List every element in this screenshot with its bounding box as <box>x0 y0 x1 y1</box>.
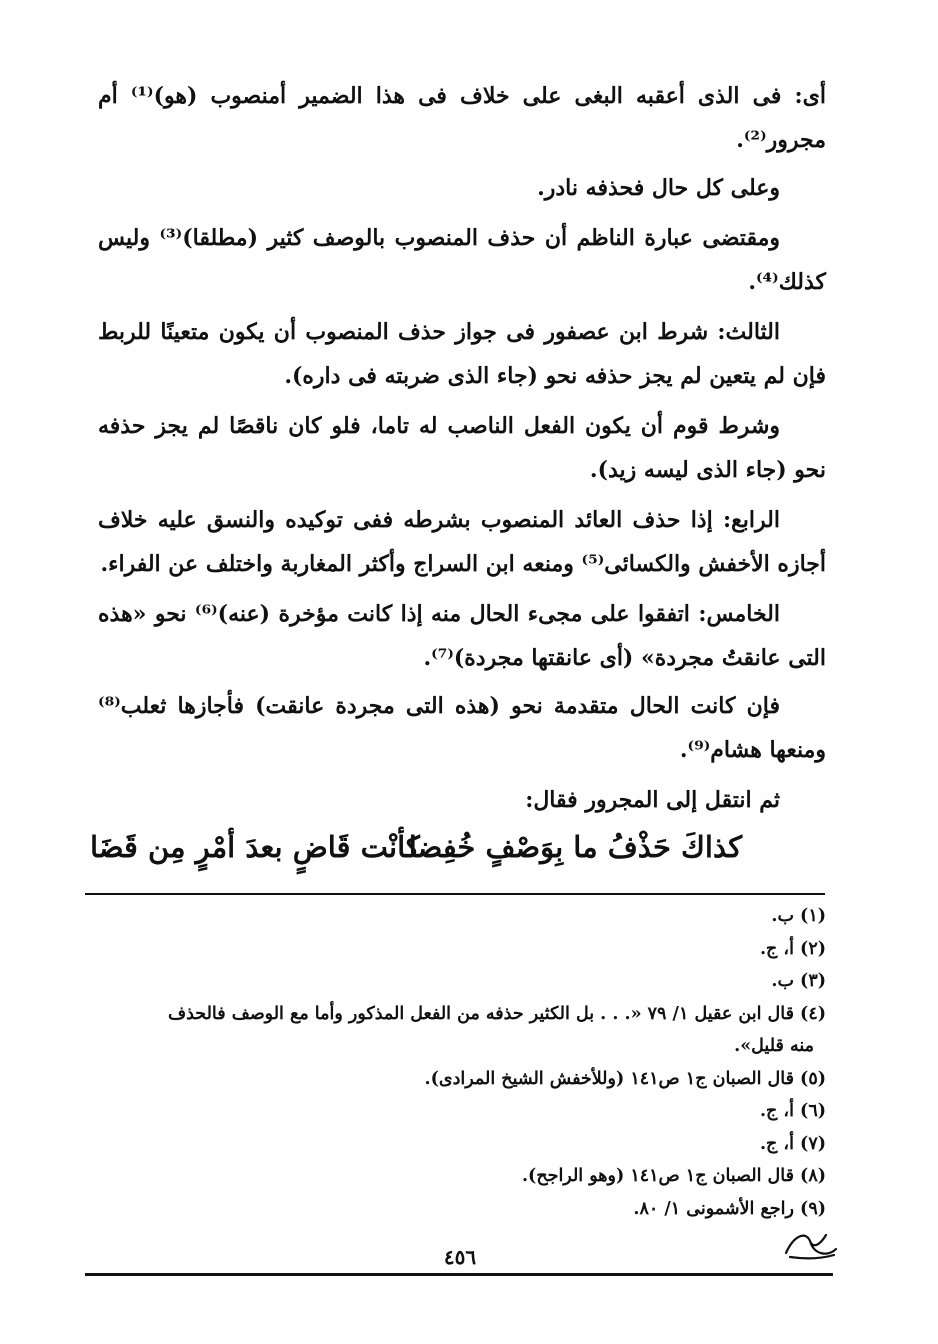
footnote-5: (٥) قال الصبان ج١ ص١٤١ (وللأخفش الشيخ المرادى). <box>424 1068 826 1089</box>
footnote-4-continuation-text: منه قليل». <box>734 1036 814 1056</box>
footnote-4-continuation <box>88 1030 826 1063</box>
footnote-7: (٧) أ، ج. <box>759 1133 826 1154</box>
paragraph-9: ثم انتقل إلى المجرور فقال: <box>525 787 780 813</box>
verse-first-hemistich: كذاكَ حَذْفُ ما بِوَصْفٍ خُفِضا <box>408 830 742 864</box>
paragraph-3: ومقتضى عبارة الناظم أن حذف المنصوب بالوصف كثير (مطلقا)⁽³⁾ وليس كذلك⁽⁴⁾. <box>98 225 826 295</box>
paragraph-5: وشرط قوم أن يكون الفعل الناصب له تاما، فلو كان ناقصًا لم يجز حذفه نحو (جاء الذى ليسه زيد). <box>98 413 826 483</box>
paragraph-7: الخامس: اتفقوا على مجىء الحال منه إذا كانت مؤخرة (عنه)⁽⁶⁾ نحو «هذه التى عانقتُ مجردة» (أى عانقتها مجردة)⁽⁷⁾. <box>98 601 826 671</box>
footnote-separator <box>85 893 825 895</box>
footnote-8: (٨) قال الصبان ج١ ص١٤١ (وهو الراجح). <box>521 1166 826 1186</box>
paragraph-4: الثالث: شرط ابن عصفور فى جواز حذف المنصوب أن يكون متعينًا للربط فإن لم يتعين لم يجز حذفه نحو (جاء الذى ضربته فى داره). <box>98 319 826 389</box>
paragraph-8: فإن كانت الحال متقدمة نحو (هذه التى مجردة عانقت) فأجازها ثعلب⁽⁸⁾ ومنعها هشام⁽⁹⁾. <box>98 693 826 763</box>
footnote-6: (٦) أ، ج. <box>759 1101 826 1121</box>
paragraph-2: وعلى كل حال فحذفه نادر. <box>537 175 780 201</box>
footnotes <box>88 900 826 1225</box>
verse-second-hemistich: كأنْت قَاضٍ بعدَ أمْرٍ مِن قَضَا <box>90 830 420 864</box>
handwritten-signature <box>780 1205 840 1265</box>
footnote-2: (٢) أ، ج. <box>759 938 826 959</box>
paragraph-6: الرابع: إذا حذف العائد المنصوب بشرطه ففى توكيده والنسق عليه خلاف أجازه الأخفش والكسائى⁽⁵⁾ ومنعه ابن السراج وأكثر المغاربة واختلف عن الفراء. <box>98 507 826 577</box>
page-number: ٤٥٦ <box>443 1245 477 1269</box>
paragraph-1: أى: فى الذى أعقبه البغى على خلاف فى هذا الضمير أمنصوب (هو)⁽¹⁾ أم مجرور⁽²⁾. <box>98 83 826 153</box>
footnote-4: (٤) قال ابن عقيل ١/ ٧٩ «. . . بل الكثير حذفه من الفعل المذكور وأما مع الوصف فالحذف <box>167 1003 826 1024</box>
footnote-1: (١) ب. <box>771 906 826 926</box>
bottom-rule <box>85 1273 833 1276</box>
footnote-9: (٩) راجع الأشمونى ١/ ٨٠. <box>633 1198 826 1219</box>
poetry-verse <box>90 826 830 876</box>
footnote-3: (٣) ب. <box>771 971 826 991</box>
